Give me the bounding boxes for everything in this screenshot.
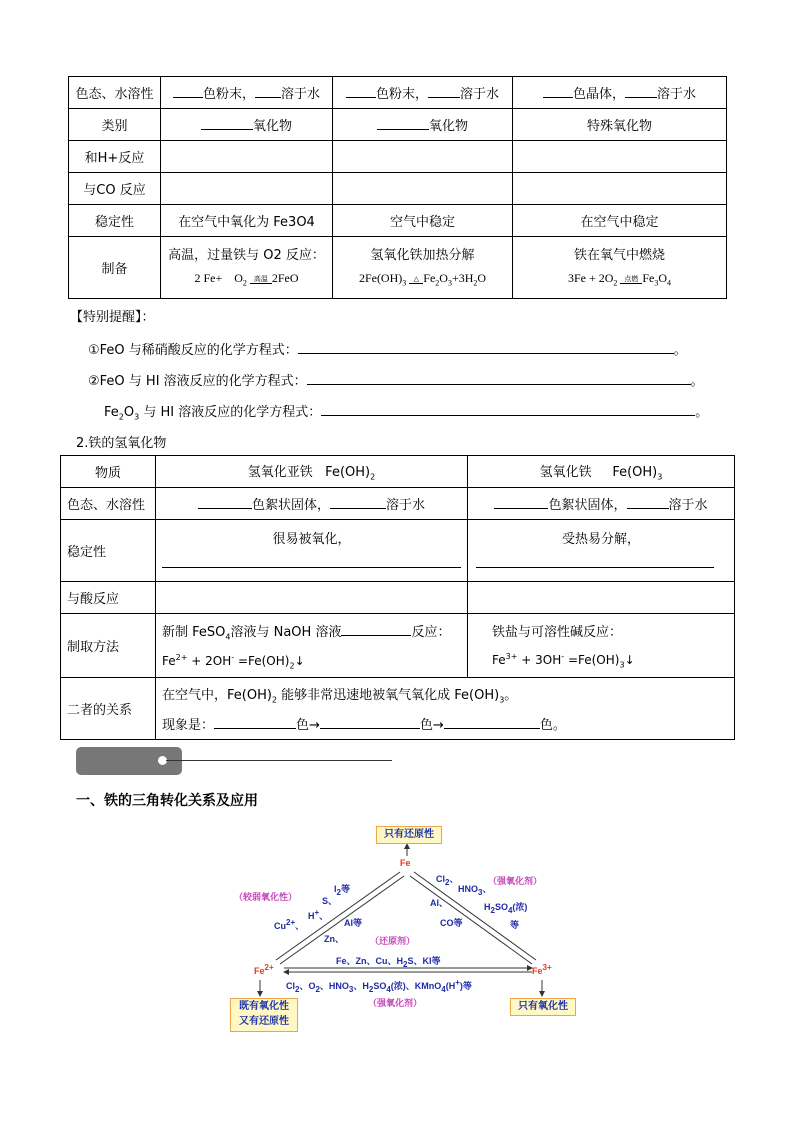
cell bbox=[468, 614, 735, 678]
right-deng: 等 bbox=[510, 920, 520, 930]
left-box-line1: 既有氧化性 bbox=[239, 1001, 289, 1012]
row-header: 与CO 反应 bbox=[69, 173, 161, 205]
reminder-q1: ①FeO 与稀硝酸反应的化学方程式： 。 bbox=[88, 343, 687, 358]
left-i2: $I_2$等 bbox=[334, 884, 350, 897]
row-header: 制备 bbox=[69, 237, 161, 299]
right-al: Al、 bbox=[430, 898, 449, 908]
cell: 色粉末， 溶于水 bbox=[161, 77, 333, 109]
reminder-q2: ②FeO 与 HI 溶液反应的化学方程式： 。 bbox=[88, 374, 704, 389]
cell bbox=[513, 173, 727, 205]
cell bbox=[156, 582, 468, 614]
cell: 氢氧化亚铁 $Fe(OH)_2$ bbox=[156, 456, 468, 488]
iron-triangle-diagram bbox=[220, 820, 600, 1040]
bottom-top-label: Fe、Zn、Cu、$H_2S$、KI等 bbox=[336, 956, 441, 969]
fe-label: Fe bbox=[400, 858, 411, 868]
top-box: 只有还原性 bbox=[376, 826, 442, 844]
fe3-label: $Fe^{3+}$ bbox=[532, 963, 552, 976]
row-header: 制取方法 bbox=[61, 614, 156, 678]
cell bbox=[333, 173, 513, 205]
row-header: 稳定性 bbox=[69, 205, 161, 237]
iron-hydroxides-table bbox=[60, 455, 735, 740]
row-header: 二者的关系 bbox=[61, 678, 156, 740]
cell-text: 铁在氧气中燃烧 bbox=[573, 248, 665, 264]
reducer-label: （还原剂） bbox=[370, 936, 416, 946]
left-cu: $Cu^{2+}$、 bbox=[274, 918, 305, 931]
strong-ox-bottom: （强氧化剂） bbox=[368, 998, 423, 1008]
cell bbox=[333, 141, 513, 173]
cell-text: 在空气中，$Fe(OH)_2$ 能够非常迅速地被氧气氧化成 $Fe(OH)_3$。 bbox=[162, 687, 518, 705]
cell bbox=[333, 237, 513, 299]
cell-text: 新制 FeSO$_4$溶液与 NaOH 溶液 反应： bbox=[162, 624, 451, 642]
cell-text: 高温，过量铁与 O2 反应： bbox=[168, 248, 325, 264]
answer-line bbox=[162, 559, 461, 568]
cell: 氧化物 bbox=[161, 109, 333, 141]
left-box bbox=[230, 998, 298, 1032]
section-2-title: 2.铁的氢氧化物 bbox=[76, 436, 167, 451]
bottom-bot-label: $Cl_2$、$O_2$、$HNO_3$、$H_2SO_4$(浓)、KMnO$_4$(H+)等 bbox=[286, 978, 472, 994]
section-heading: 一、铁的三角转化关系及应用 bbox=[76, 793, 258, 809]
strong-ox-right: （强氧化剂） bbox=[488, 876, 543, 886]
equation: 2 Fe+ $O_2$ 高温 2FeO bbox=[194, 271, 299, 288]
cell bbox=[161, 237, 333, 299]
equation: $Fe^{2+} + 2OH^-$ $=Fe(OH)_2↓$ bbox=[162, 653, 305, 671]
row-header: 与酸反应 bbox=[61, 582, 156, 614]
cell-text: 氢氧化铁加热分解 bbox=[370, 248, 475, 264]
equation: $2Fe(OH)_3$ △ $Fe_2O_3+3H_2O$ bbox=[358, 271, 487, 288]
cell: 色晶体， 溶于水 bbox=[513, 77, 727, 109]
divider bbox=[166, 760, 392, 761]
right-co: CO等 bbox=[440, 918, 463, 928]
cell bbox=[468, 582, 735, 614]
cell: 氢氧化铁 $Fe(OH)_3$ bbox=[468, 456, 735, 488]
cell-text: 受热易分解， bbox=[561, 532, 640, 547]
right-h2so4: $H_2SO_4$(浓) bbox=[484, 902, 528, 915]
cell bbox=[513, 237, 727, 299]
left-box-line2: 又有还原性 bbox=[239, 1016, 289, 1027]
row-header: 稳定性 bbox=[61, 520, 156, 582]
cell: 在空气中氧化为 Fe3O4 bbox=[161, 205, 333, 237]
row-header: 类别 bbox=[69, 109, 161, 141]
cell: 氧化物 bbox=[333, 109, 513, 141]
cell bbox=[161, 141, 333, 173]
right-box: 只有氧化性 bbox=[510, 998, 576, 1016]
row-header: 色态、水溶性 bbox=[61, 488, 156, 520]
cell: 特殊氧化物 bbox=[513, 109, 727, 141]
cell bbox=[513, 141, 727, 173]
fe2-label: $Fe^{2+}$ bbox=[254, 963, 274, 976]
right-cl2: $Cl_2$、 bbox=[436, 874, 459, 887]
iron-oxides-table bbox=[68, 76, 727, 299]
cell: 在空气中稳定 bbox=[513, 205, 727, 237]
row-header: 物质 bbox=[61, 456, 156, 488]
reminder-title: 【特别提醒】： bbox=[70, 310, 155, 325]
cell bbox=[156, 614, 468, 678]
cell-text: 很易被氧化， bbox=[272, 532, 351, 547]
cell: 色粉末， 溶于水 bbox=[333, 77, 513, 109]
cell-text: 铁盐与可溶性碱反应： bbox=[492, 625, 623, 641]
cell bbox=[468, 520, 735, 582]
reminder-q3: $Fe_2O_3$ 与 HI 溶液反应的化学方程式： 。 bbox=[104, 405, 709, 422]
cell: 色絮状固体， 溶于水 bbox=[468, 488, 735, 520]
equation: $Fe^{3+} + 3OH^-$ $=Fe(OH)_3↓$ bbox=[492, 652, 635, 670]
row-header: 色态、水溶性 bbox=[69, 77, 161, 109]
row-header: 和H+反应 bbox=[69, 141, 161, 173]
answer-line bbox=[476, 559, 714, 568]
equation: $3Fe + 2O_2$ 点燃 $Fe_3O_4$ bbox=[567, 271, 672, 288]
left-al: Al等 bbox=[344, 918, 363, 928]
cell: 色絮状固体， 溶于水 bbox=[156, 488, 468, 520]
cell: 空气中稳定 bbox=[333, 205, 513, 237]
left-zn: Zn、 bbox=[324, 934, 344, 944]
weak-ox-label: （较弱氧化性） bbox=[234, 892, 298, 902]
cell-text: 现象是： 色→ 色→ 色。 bbox=[162, 718, 566, 734]
left-h: H+、 bbox=[308, 908, 329, 921]
left-s: S、 bbox=[322, 896, 338, 906]
cell bbox=[156, 520, 468, 582]
cell bbox=[161, 173, 333, 205]
cell bbox=[156, 678, 735, 740]
right-hno3: $HNO_3$、 bbox=[458, 884, 492, 897]
